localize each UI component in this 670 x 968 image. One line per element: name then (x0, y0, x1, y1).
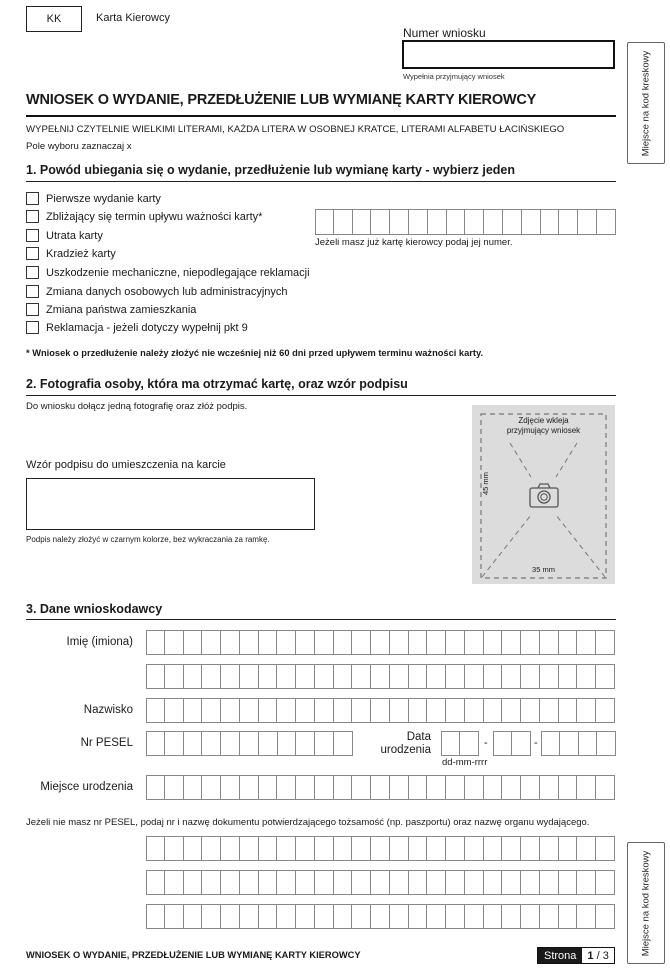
letter-cell[interactable] (352, 870, 371, 895)
extension-footnote: * Wniosek o przedłużenie należy złożyć nie wcześniej niż 60 dni przed upływem terminu ważności karty. (26, 348, 484, 358)
letter-cell[interactable] (202, 870, 221, 895)
letter-cell[interactable] (465, 775, 484, 800)
letter-cell[interactable] (221, 630, 240, 655)
letter-cell[interactable] (409, 904, 428, 929)
letter-cell[interactable] (559, 630, 578, 655)
letter-cell[interactable] (540, 775, 559, 800)
reason-option-6[interactable]: Zmiana danych osobowych lub administracyjnych (26, 285, 288, 298)
last-name-cells[interactable] (146, 698, 615, 723)
letter-cell[interactable] (512, 731, 531, 756)
letter-cell[interactable] (541, 209, 560, 235)
letter-cell[interactable] (596, 698, 615, 723)
no-pesel-note: Jeżeli nie masz nr PESEL, podaj nr i nazwę dokumentu potwierdzającego tożsamość (np. paszportu) oraz nazwę organu wydającego. (26, 817, 590, 828)
signature-box[interactable] (26, 478, 315, 530)
letter-cell[interactable] (334, 698, 353, 723)
letter-cell[interactable] (277, 775, 296, 800)
last-name-label: Nazwisko (83, 704, 133, 716)
first-name-cells-2[interactable] (146, 664, 615, 689)
letter-cell[interactable] (446, 698, 465, 723)
letter-cell[interactable] (596, 630, 615, 655)
form-type-label: Karta Kierowcy (96, 12, 170, 24)
letter-cell[interactable] (146, 630, 165, 655)
letter-cell[interactable] (521, 698, 540, 723)
letter-cell[interactable] (334, 904, 353, 929)
letter-cell[interactable] (596, 775, 615, 800)
letter-cell[interactable] (540, 870, 559, 895)
letter-cell[interactable] (502, 630, 521, 655)
letter-cell[interactable] (409, 630, 428, 655)
letter-cell[interactable] (596, 836, 615, 861)
letter-cell[interactable] (502, 904, 521, 929)
letter-cell[interactable] (521, 775, 540, 800)
letter-cell[interactable] (441, 731, 460, 756)
section-1-divider (26, 181, 616, 182)
letter-cell[interactable] (597, 209, 616, 235)
letter-cell[interactable] (202, 698, 221, 723)
letter-cell[interactable] (559, 904, 578, 929)
letter-cell[interactable] (484, 836, 503, 861)
letter-cell[interactable] (221, 664, 240, 689)
fill-instructions: WYPEŁNIJ CZYTELNIE WIELKIMI LITERAMI, KAŻDA LITERA W OSOBNEJ KRATCE, LITERAMI ALFABETU ŁACIŃSKIEGO (26, 124, 565, 135)
letter-cell[interactable] (409, 209, 428, 235)
letter-cell[interactable] (560, 731, 579, 756)
letter-cell[interactable] (577, 664, 596, 689)
barcode-area-bottom (627, 842, 665, 964)
letter-cell[interactable] (540, 664, 559, 689)
letter-cell[interactable] (427, 904, 446, 929)
letter-cell[interactable] (540, 698, 559, 723)
form-code-box (26, 6, 82, 32)
letter-cell[interactable] (165, 698, 184, 723)
letter-cell[interactable] (202, 904, 221, 929)
letter-cell[interactable] (371, 904, 390, 929)
letter-cell[interactable] (277, 698, 296, 723)
letter-cell[interactable] (446, 775, 465, 800)
letter-cell[interactable] (240, 870, 259, 895)
letter-cell[interactable] (465, 664, 484, 689)
reason-checkbox[interactable] (26, 247, 39, 260)
letter-cell[interactable] (484, 870, 503, 895)
letter-cell[interactable] (522, 209, 541, 235)
letter-cell[interactable] (390, 904, 409, 929)
letter-cell[interactable] (502, 870, 521, 895)
letter-cell[interactable] (503, 209, 522, 235)
letter-cell[interactable] (202, 836, 221, 861)
date-format-hint: dd-mm-rrrr (442, 757, 488, 768)
letter-cell[interactable] (521, 664, 540, 689)
section-2-heading: 2. Fotografia osoby, która ma otrzymać kartę, oraz wzór podpisu (26, 377, 408, 391)
checkbox-hint: Pole wyboru zaznaczaj x (26, 141, 132, 152)
letter-cell[interactable] (352, 775, 371, 800)
letter-cell[interactable] (259, 870, 278, 895)
letter-cell[interactable] (165, 775, 184, 800)
letter-cell[interactable] (259, 664, 278, 689)
letter-cell[interactable] (427, 698, 446, 723)
letter-cell[interactable] (427, 775, 446, 800)
letter-cell[interactable] (484, 904, 503, 929)
letter-cell[interactable] (409, 836, 428, 861)
letter-cell[interactable] (240, 775, 259, 800)
section-3-divider (26, 619, 616, 620)
letter-cell[interactable] (184, 731, 203, 756)
letter-cell[interactable] (334, 630, 353, 655)
letter-cell[interactable] (446, 836, 465, 861)
letter-cell[interactable] (541, 731, 560, 756)
photo-height-label: 45 mm (481, 472, 490, 495)
application-number-note: Wypełnia przyjmujący wniosek (403, 72, 505, 81)
letter-cell[interactable] (184, 775, 203, 800)
letter-cell[interactable] (296, 731, 315, 756)
letter-cell[interactable] (502, 664, 521, 689)
letter-cell[interactable] (296, 664, 315, 689)
letter-cell[interactable] (278, 731, 297, 756)
barcode-area-label: Miejsce na kod kreskowy (640, 50, 652, 156)
letter-cell[interactable] (315, 698, 334, 723)
letter-cell[interactable] (240, 698, 259, 723)
reason-checkbox[interactable] (26, 192, 39, 205)
letter-cell[interactable] (184, 664, 203, 689)
letter-cell[interactable] (390, 836, 409, 861)
letter-cell[interactable] (540, 836, 559, 861)
signature-label: Wzór podpisu do umieszczenia na karcie (26, 459, 226, 471)
letter-cell[interactable] (465, 870, 484, 895)
application-number-label: Numer wniosku (403, 26, 486, 40)
letter-cell[interactable] (240, 664, 259, 689)
letter-cell[interactable] (521, 836, 540, 861)
letter-cell[interactable] (371, 870, 390, 895)
letter-cell[interactable] (484, 630, 503, 655)
letter-cell[interactable] (315, 870, 334, 895)
letter-cell[interactable] (427, 836, 446, 861)
letter-cell[interactable] (390, 775, 409, 800)
letter-cell[interactable] (315, 731, 334, 756)
letter-cell[interactable] (596, 904, 615, 929)
letter-cell[interactable] (446, 664, 465, 689)
pesel-cells[interactable] (146, 731, 353, 756)
letter-cell[interactable] (146, 870, 165, 895)
date-separator: - (484, 737, 488, 749)
reason-checkbox[interactable] (26, 229, 39, 242)
footer-title: WNIOSEK O WYDANIE, PRZEDŁUŻENIE LUB WYMIANĘ KARTY KIEROWCY (26, 950, 361, 960)
reason-option-7[interactable]: Zmiana państwa zamieszkania (26, 303, 196, 316)
letter-cell[interactable] (165, 836, 184, 861)
letter-cell[interactable] (465, 904, 484, 929)
letter-cell[interactable] (427, 664, 446, 689)
letter-cell[interactable] (465, 630, 484, 655)
letter-cell[interactable] (240, 731, 259, 756)
letter-cell[interactable] (259, 775, 278, 800)
card-number-cells[interactable] (315, 209, 616, 235)
letter-cell[interactable] (428, 209, 447, 235)
letter-cell[interactable] (577, 904, 596, 929)
letter-cell[interactable] (597, 731, 616, 756)
photo-caption: Zdjęcie wkleja przyjmujący wniosek (506, 416, 581, 435)
birth-place-cells[interactable] (146, 775, 615, 800)
letter-cell[interactable] (315, 664, 334, 689)
letter-cell[interactable] (484, 209, 503, 235)
photo-signature-instructions: Do wniosku dołącz jedną fotografię oraz złóż podpis. (26, 401, 248, 412)
letter-cell[interactable] (202, 664, 221, 689)
pesel-label: Nr PESEL (80, 737, 133, 749)
section-1-heading: 1. Powód ubiegania się o wydanie, przedłużenie lub wymianę karty - wybierz jeden (26, 163, 516, 177)
letter-cell[interactable] (446, 870, 465, 895)
letter-cell[interactable] (315, 630, 334, 655)
letter-cell[interactable] (596, 664, 615, 689)
reason-checkbox[interactable] (26, 266, 39, 279)
letter-cell[interactable] (221, 731, 240, 756)
letter-cell[interactable] (146, 836, 165, 861)
reason-option-8[interactable]: Reklamacja - jeżeli dotyczy wypełnij pkt 9 (26, 321, 248, 334)
letter-cell[interactable] (259, 698, 278, 723)
letter-cell[interactable] (465, 698, 484, 723)
letter-cell[interactable] (502, 775, 521, 800)
letter-cell[interactable] (371, 698, 390, 723)
letter-cell[interactable] (334, 870, 353, 895)
letter-cell[interactable] (409, 775, 428, 800)
letter-cell[interactable] (277, 664, 296, 689)
first-name-cells[interactable] (146, 630, 615, 655)
section-2-divider (26, 395, 616, 396)
letter-cell[interactable] (221, 870, 240, 895)
letter-cell[interactable] (202, 775, 221, 800)
reason-checkbox[interactable] (26, 210, 39, 223)
application-number-field[interactable] (402, 40, 615, 69)
letter-cell[interactable] (465, 836, 484, 861)
letter-cell[interactable] (577, 698, 596, 723)
letter-cell[interactable] (409, 664, 428, 689)
letter-cell[interactable] (315, 836, 334, 861)
letter-cell[interactable] (334, 731, 353, 756)
letter-cell[interactable] (259, 836, 278, 861)
reason-option-5[interactable]: Uszkodzenie mechaniczne, niepodlegające reklamacji (26, 266, 310, 279)
letter-cell[interactable] (390, 209, 409, 235)
letter-cell[interactable] (484, 664, 503, 689)
letter-cell[interactable] (165, 870, 184, 895)
barcode-area-top (627, 42, 665, 164)
letter-cell[interactable] (352, 836, 371, 861)
letter-cell[interactable] (409, 698, 428, 723)
letter-cell[interactable] (259, 731, 278, 756)
id-document-cells-3[interactable] (146, 904, 615, 929)
letter-cell[interactable] (371, 664, 390, 689)
letter-cell[interactable] (427, 630, 446, 655)
letter-cell[interactable] (521, 904, 540, 929)
barcode-area-label: Miejsce na kod kreskowy (640, 850, 652, 956)
letter-cell[interactable] (221, 775, 240, 800)
photo-placeholder (472, 405, 615, 584)
letter-cell[interactable] (165, 731, 184, 756)
letter-cell[interactable] (315, 775, 334, 800)
first-name-label: Imię (imiona) (66, 636, 133, 648)
letter-cell[interactable] (577, 870, 596, 895)
letter-cell[interactable] (277, 870, 296, 895)
reason-checkbox[interactable] (26, 303, 39, 316)
letter-cell[interactable] (277, 904, 296, 929)
letter-cell[interactable] (371, 630, 390, 655)
letter-cell[interactable] (334, 775, 353, 800)
letter-cell[interactable] (577, 775, 596, 800)
title-divider (26, 115, 616, 117)
letter-cell[interactable] (146, 731, 165, 756)
id-document-cells-2[interactable] (146, 870, 615, 895)
letter-cell[interactable] (315, 209, 334, 235)
date-separator: - (534, 737, 538, 749)
letter-cell[interactable] (371, 209, 390, 235)
letter-cell[interactable] (371, 836, 390, 861)
letter-cell[interactable] (559, 775, 578, 800)
letter-cell[interactable] (484, 698, 503, 723)
letter-cell[interactable] (465, 209, 484, 235)
letter-cell[interactable] (352, 664, 371, 689)
letter-cell[interactable] (146, 698, 165, 723)
letter-cell[interactable] (460, 731, 479, 756)
reason-option-1[interactable]: Pierwsze wydanie karty (26, 192, 161, 205)
letter-cell[interactable] (446, 904, 465, 929)
letter-cell[interactable] (184, 836, 203, 861)
card-number-note: Jeżeli masz już kartę kierowcy podaj jej numer. (315, 237, 513, 248)
letter-cell[interactable] (277, 630, 296, 655)
letter-cell[interactable] (427, 870, 446, 895)
letter-cell[interactable] (334, 664, 353, 689)
letter-cell[interactable] (559, 698, 578, 723)
camera-icon (529, 483, 559, 508)
letter-cell[interactable] (146, 775, 165, 800)
letter-cell[interactable] (390, 630, 409, 655)
letter-cell[interactable] (240, 630, 259, 655)
letter-cell[interactable] (577, 630, 596, 655)
birth-year-cells[interactable] (541, 731, 616, 756)
letter-cell[interactable] (315, 904, 334, 929)
letter-cell[interactable] (559, 664, 578, 689)
photo-width-label: 35 mm (532, 565, 555, 574)
letter-cell[interactable] (184, 870, 203, 895)
letter-cell[interactable] (165, 630, 184, 655)
letter-cell[interactable] (296, 904, 315, 929)
letter-cell[interactable] (146, 904, 165, 929)
letter-cell[interactable] (352, 904, 371, 929)
letter-cell[interactable] (277, 836, 296, 861)
section-3-heading: 3. Dane wnioskodawcy (26, 602, 163, 616)
form-code: KK (46, 13, 62, 25)
letter-cell[interactable] (540, 904, 559, 929)
letter-cell[interactable] (165, 904, 184, 929)
form-title: WNIOSEK O WYDANIE, PRZEDŁUŻENIE LUB WYMIANĘ KARTY KIEROWCY (26, 92, 537, 108)
letter-cell[interactable] (221, 904, 240, 929)
letter-cell[interactable] (353, 209, 372, 235)
birth-day-cells[interactable] (441, 731, 479, 756)
letter-cell[interactable] (240, 904, 259, 929)
letter-cell[interactable] (165, 664, 184, 689)
letter-cell[interactable] (579, 731, 598, 756)
letter-cell[interactable] (296, 836, 315, 861)
reason-option-3[interactable]: Utrata karty (26, 229, 103, 242)
letter-cell[interactable] (559, 209, 578, 235)
letter-cell[interactable] (390, 870, 409, 895)
reason-option-4[interactable]: Kradzież karty (26, 247, 116, 260)
letter-cell[interactable] (502, 698, 521, 723)
letter-cell[interactable] (259, 904, 278, 929)
letter-cell[interactable] (390, 664, 409, 689)
letter-cell[interactable] (540, 630, 559, 655)
letter-cell[interactable] (334, 836, 353, 861)
letter-cell[interactable] (352, 630, 371, 655)
page-number: 1 / 3 (587, 949, 609, 962)
letter-cell[interactable] (596, 870, 615, 895)
letter-cell[interactable] (184, 698, 203, 723)
letter-cell[interactable] (184, 630, 203, 655)
letter-cell[interactable] (296, 698, 315, 723)
id-document-cells-1[interactable] (146, 836, 615, 861)
letter-cell[interactable] (146, 664, 165, 689)
letter-cell[interactable] (559, 870, 578, 895)
letter-cell[interactable] (240, 836, 259, 861)
letter-cell[interactable] (409, 870, 428, 895)
letter-cell[interactable] (184, 904, 203, 929)
letter-cell[interactable] (352, 698, 371, 723)
letter-cell[interactable] (296, 775, 315, 800)
letter-cell[interactable] (296, 630, 315, 655)
letter-cell[interactable] (221, 836, 240, 861)
letter-cell[interactable] (202, 731, 221, 756)
letter-cell[interactable] (296, 870, 315, 895)
letter-cell[interactable] (371, 775, 390, 800)
letter-cell[interactable] (493, 731, 512, 756)
birth-date-label: Data urodzenia (380, 731, 431, 756)
page-label: Strona (538, 948, 582, 963)
letter-cell[interactable] (577, 836, 596, 861)
reason-option-2[interactable]: Zbliżający się termin upływu ważności karty* (26, 210, 262, 223)
letter-cell[interactable] (259, 630, 278, 655)
letter-cell[interactable] (221, 698, 240, 723)
letter-cell[interactable] (334, 209, 353, 235)
birth-month-cells[interactable] (493, 731, 531, 756)
letter-cell[interactable] (484, 775, 503, 800)
letter-cell[interactable] (578, 209, 597, 235)
reason-checkbox[interactable] (26, 285, 39, 298)
signature-note: Podpis należy złożyć w czarnym kolorze, bez wykraczania za ramkę. (26, 535, 270, 544)
reason-checkbox[interactable] (26, 321, 39, 334)
letter-cell[interactable] (521, 630, 540, 655)
letter-cell[interactable] (502, 836, 521, 861)
page-indicator (537, 947, 615, 964)
letter-cell[interactable] (202, 630, 221, 655)
letter-cell[interactable] (446, 630, 465, 655)
letter-cell[interactable] (390, 698, 409, 723)
birth-place-label: Miejsce urodzenia (40, 781, 133, 793)
letter-cell[interactable] (447, 209, 466, 235)
letter-cell[interactable] (559, 836, 578, 861)
letter-cell[interactable] (521, 870, 540, 895)
